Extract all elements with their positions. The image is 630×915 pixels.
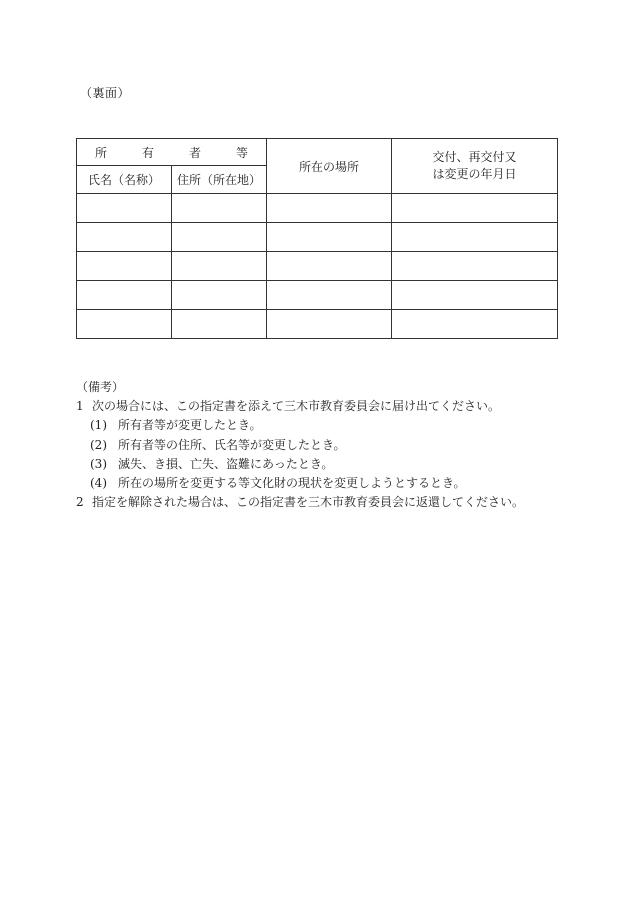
- owner-char-2: 有: [141, 145, 154, 160]
- name-header: 氏名（名称）: [77, 166, 172, 194]
- date-header: 交付、再交付又 は変更の年月日: [392, 139, 558, 194]
- note-item-2: [76, 493, 576, 512]
- table-row: [77, 194, 558, 223]
- note-subitem-1: (1) 所有者等が変更したとき。: [90, 418, 262, 433]
- address-header: 住所（所在地）: [172, 166, 267, 194]
- table-row: [77, 252, 558, 281]
- table-row: [77, 281, 558, 310]
- owner-char-1: 所: [95, 145, 108, 160]
- page-heading: （裏面）: [80, 86, 131, 100]
- notes-title: （備考）: [76, 380, 125, 394]
- registry-table: [76, 138, 558, 339]
- owner-char-4: 等: [235, 145, 248, 160]
- note-item-1-text: 次の場合には、この指定書を添えて三木市教育委員会に届け出てください。: [92, 399, 501, 414]
- note-item-2-text: 指定を解除された場合は、この指定書を三木市教育委員会に返還してください。: [92, 495, 525, 510]
- note-item-2-num: 2: [76, 495, 84, 510]
- note-subitem-2: (2) 所有者等の住所、氏名等が変更したとき。: [90, 437, 346, 452]
- note-item-1-num: 1: [76, 399, 84, 414]
- table-row: [77, 223, 558, 252]
- notes-section: [76, 378, 576, 512]
- note-subitem-3: (3) 滅失、き損、亡失、盗難にあったとき。: [90, 456, 334, 471]
- note-subitem-4: (4) 所在の場所を変更する等文化財の現状を変更しようとするとき。: [90, 476, 466, 491]
- note-item-1: [76, 397, 576, 416]
- location-header: 所在の場所: [267, 139, 392, 194]
- owner-group-header: [77, 139, 267, 166]
- table-row: [77, 310, 558, 339]
- owner-char-3: 者: [188, 145, 201, 160]
